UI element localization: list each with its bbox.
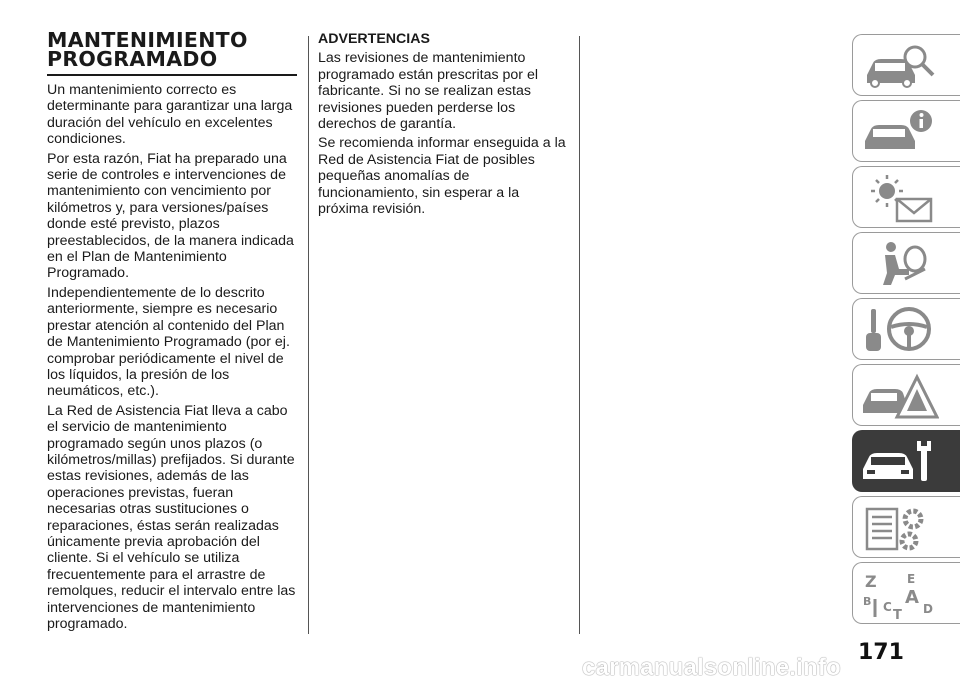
- index-letter: Z: [865, 572, 877, 591]
- index-letter: B: [863, 595, 872, 608]
- alphabet-index-icon: [861, 569, 939, 619]
- tab-maintenance[interactable]: [852, 430, 960, 492]
- car-search-icon: [861, 41, 939, 91]
- tab-safety[interactable]: [852, 232, 960, 294]
- index-letter: C: [883, 600, 892, 614]
- section-title-line2: PROGRAMADO: [47, 47, 218, 71]
- watermark: carmanualsonline.info: [582, 654, 841, 681]
- left-column: [47, 28, 297, 635]
- page-number: 171: [858, 640, 904, 665]
- warnings-column: [318, 31, 570, 220]
- warning-light-envelope-icon: [861, 173, 939, 223]
- tab-starting-driving[interactable]: [852, 298, 960, 360]
- tab-emergency[interactable]: [852, 364, 960, 426]
- car-accident-warning-icon: [861, 371, 939, 421]
- paragraph: Independientemente de lo descrito anteriormente, siempre es necesario prestar atención al contenido del Plan de Mantenimiento Programado (por ej. comprobar periódicamente el nivel de los líquidos, la presión de los neumáticos, etc.).: [47, 284, 290, 400]
- warning-paragraph: Se recomienda informar enseguida a la Red de Asistencia Fiat de posibles pequeñas anomalías de funcionamiento, sin esperar a la próxima revisión.: [318, 135, 566, 218]
- index-letter: D: [923, 602, 933, 616]
- column-divider: [579, 36, 580, 634]
- specs-gears-icon: [861, 503, 939, 553]
- column-divider: [308, 36, 309, 634]
- paragraph: La Red de Asistencia Fiat lleva a cabo el servicio de mantenimiento programado según unos plazos (o kilómetros/millas) prefijados. Si durante estas revisiones, además de las operaciones previstas, fueran necesarias otras sustituciones o reparaciones, éstas serán realizadas únicamente previa aprobación del cliente. Si el vehículo se utiliza frecuentemente para el arrastre de remolques, reducir el intervalo entre las intervenciones de mantenimiento programado.: [47, 402, 296, 632]
- key-steering-wheel-icon: [861, 305, 939, 355]
- index-letter: T: [893, 608, 902, 619]
- tab-car-info[interactable]: [852, 100, 960, 162]
- section-title-line1: MANTENIMIENTO: [47, 28, 248, 52]
- car-wrench-icon: [861, 437, 939, 487]
- tab-technical-data[interactable]: [852, 496, 960, 558]
- airbag-seat-icon: [861, 239, 939, 289]
- index-letter: A: [905, 587, 919, 608]
- paragraph: Un mantenimiento correcto es determinante para garantizar una larga duración del vehículo en excelentes condiciones.: [47, 82, 293, 148]
- tab-warning-lights[interactable]: [852, 166, 960, 228]
- paragraph: Por esta razón, Fiat ha preparado una serie de controles e intervenciones de mantenimiento con vencimiento por kilómetros y, para versiones/países donde esté previsto, plazos preestablecidos, de la manera indicada en el Plan de Mantenimiento Programado.: [47, 150, 294, 282]
- warning-paragraph: Las revisiones de mantenimiento programado están prescritas por el fabricante. Si no se realizan estas revisiones pueden perderse los derechos de garantía.: [318, 50, 539, 133]
- section-title: [47, 28, 297, 76]
- tab-car-search[interactable]: [852, 34, 960, 96]
- index-letter: E: [907, 572, 916, 586]
- car-info-icon: [861, 107, 939, 157]
- tab-alphabetical-index[interactable]: [852, 562, 960, 624]
- warnings-title: ADVERTENCIAS: [318, 31, 430, 47]
